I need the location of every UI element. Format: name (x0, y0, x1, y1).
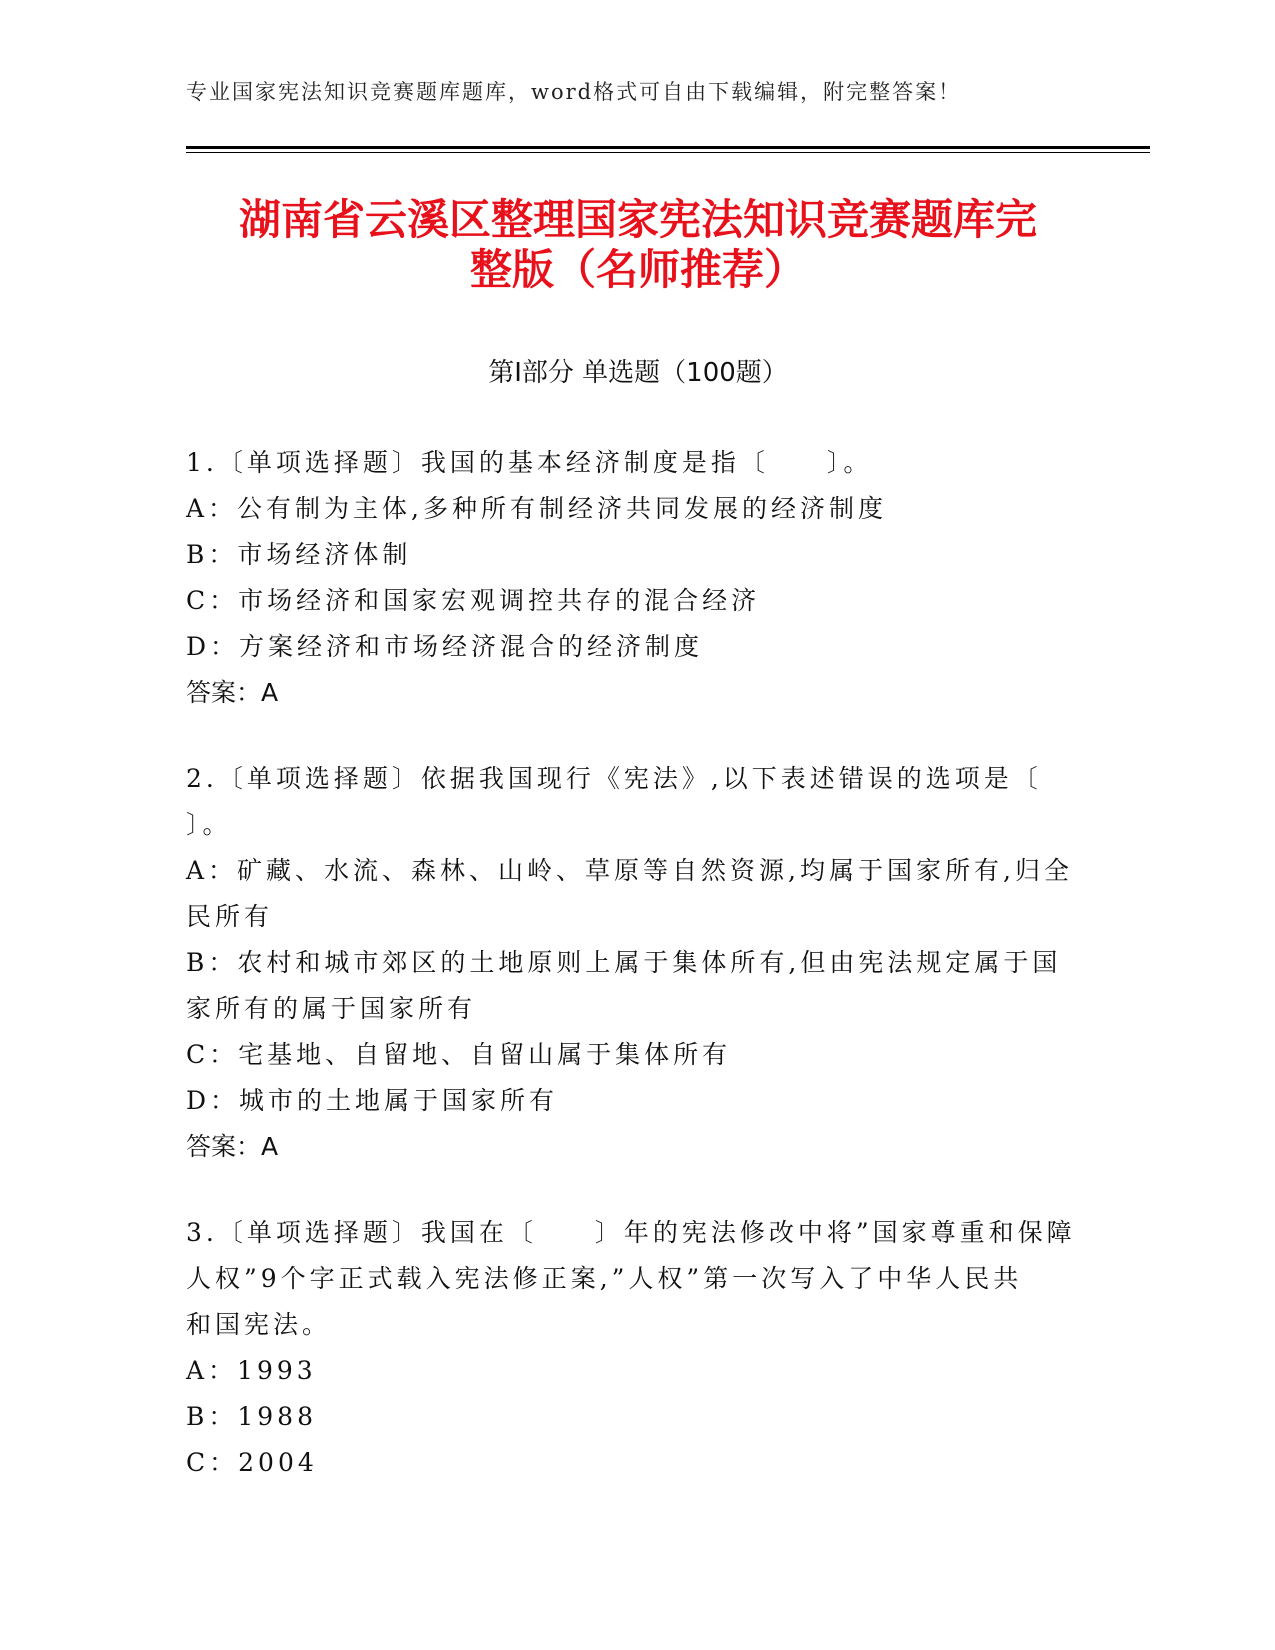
question-option-line: C：2004 (186, 1448, 318, 1477)
section-title: 第Ⅰ部分 单选题（100题） (488, 358, 788, 388)
question-option-line: D：城市的土地属于国家所有 (186, 1086, 559, 1115)
header-rule-thin (186, 152, 1150, 153)
question-option-line: 家所有的属于国家所有 (186, 994, 477, 1023)
question-stem-line: 〕。 (186, 810, 232, 839)
question-option-line: B：农村和城市郊区的土地原则上属于集体所有,但由宪法规定属于国 (186, 948, 1062, 977)
question-answer: 答案：A (186, 678, 279, 707)
document-title-line-2: 整版（名师推荐） (469, 245, 806, 294)
question-item (186, 440, 1076, 716)
question-stem-line: 人权”9个字正式载入宪法修正案,”人权”第一次写入了中华人民共 (186, 1264, 1023, 1293)
question-option-line: A：公有制为主体,多种所有制经济共同发展的经济制度 (186, 494, 888, 523)
question-option-line: B：1988 (186, 1402, 317, 1431)
header-rule-thick (186, 146, 1150, 149)
question-option-line: 民所有 (186, 902, 274, 931)
question-item (186, 756, 1076, 1170)
question-option-line: A：1993 (186, 1356, 317, 1385)
question-option-line: A：矿藏、水流、森林、山岭、草原等自然资源,均属于国家所有,归全 (186, 856, 1073, 885)
question-stem-line: 1.〔单项选择题〕我国的基本经济制度是指〔 〕。 (186, 448, 873, 477)
question-stem-line: 3.〔单项选择题〕我国在〔 〕年的宪法修改中将”国家尊重和保障 (186, 1218, 1076, 1247)
question-answer: 答案：A (186, 1132, 279, 1161)
question-option-line: C：宅基地、自留地、自留山属于集体所有 (186, 1040, 732, 1069)
question-item (186, 1210, 1076, 1486)
question-stem-line: 和国宪法。 (186, 1310, 332, 1339)
document-title (186, 195, 1090, 295)
question-option-line: B：市场经济体制 (186, 540, 412, 569)
question-list (186, 440, 1076, 1526)
question-option-line: C：市场经济和国家宏观调控共存的混合经济 (186, 586, 761, 615)
document-title-line-1: 湖南省云溪区整理国家宪法知识竞赛题库完 (238, 195, 1037, 244)
question-option-line: D：方案经济和市场经济混合的经济制度 (186, 632, 704, 661)
header-note: 专业国家宪法知识竞赛题库题库，word格式可自由下载编辑，附完整答案！ (186, 80, 962, 104)
question-stem-line: 2.〔单项选择题〕依据我国现行《宪法》,以下表述错误的选项是〔 (186, 764, 1042, 793)
